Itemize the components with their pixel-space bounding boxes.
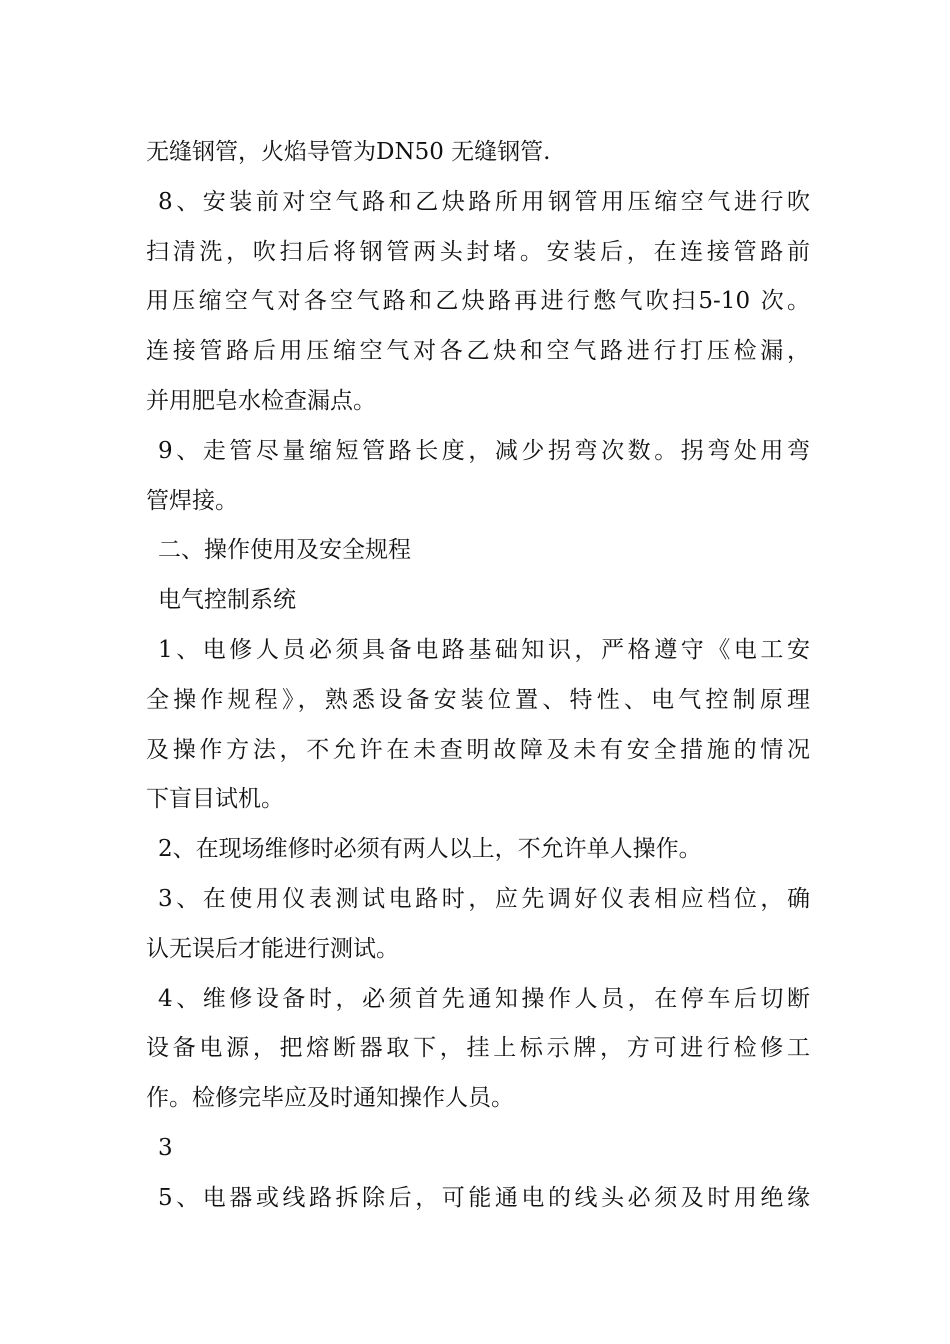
document-line: 设备电源，把熔断器取下，挂上标示牌，方可进行检修工 (146, 1035, 810, 1062)
document-line: 电气控制系统 (158, 587, 296, 614)
document-line: 并用肥皂水检查漏点。 (146, 387, 376, 414)
document-line: 扫清洗，吹扫后将钢管两头封堵。安装后，在连接管路前 (146, 238, 810, 265)
document-line: 无缝钢管，火焰导管为DN50 无缝钢管. (146, 139, 551, 165)
document-line: 5、电器或线路拆除后，可能通电的线头必须及时用绝缘 (158, 1184, 810, 1211)
document-line: 3 (158, 1134, 173, 1161)
document-line: 9、走管尽量缩短管路长度，减少拐弯次数。拐弯处用弯 (158, 437, 810, 464)
document-line: 4、维修设备时，必须首先通知操作人员，在停车后切断 (158, 985, 810, 1012)
document-line: 2、在现场维修时必须有两人以上，不允许单人操作。 (158, 836, 702, 863)
document-line: 下盲目试机。 (146, 786, 284, 813)
document-line: 二、操作使用及安全规程 (158, 537, 411, 564)
document-line: 认无误后才能进行测试。 (146, 935, 399, 962)
document-line: 全操作规程》，熟悉设备安装位置、特性、电气控制原理 (146, 686, 810, 713)
document-body (146, 128, 810, 1224)
document-line: 8、安装前对空气路和乙炔路所用钢管用压缩空气进行吹 (158, 188, 810, 215)
document-line: 3、在使用仪表测试电路时，应先调好仪表相应档位，确 (158, 885, 810, 912)
document-line: 用压缩空气对各空气路和乙炔路再进行憋气吹扫5-10 次。 (146, 288, 810, 315)
document-line: 连接管路后用压缩空气对各乙炔和空气路进行打压检漏， (146, 338, 810, 365)
document-line: 管焊接。 (146, 487, 238, 514)
document-line: 及操作方法，不允许在未查明故障及未有安全措施的情况 (146, 736, 810, 763)
document-line: 1、电修人员必须具备电路基础知识，严格遵守《电工安 (158, 636, 810, 663)
document-line: 作。检修完毕应及时通知操作人员。 (146, 1085, 514, 1112)
